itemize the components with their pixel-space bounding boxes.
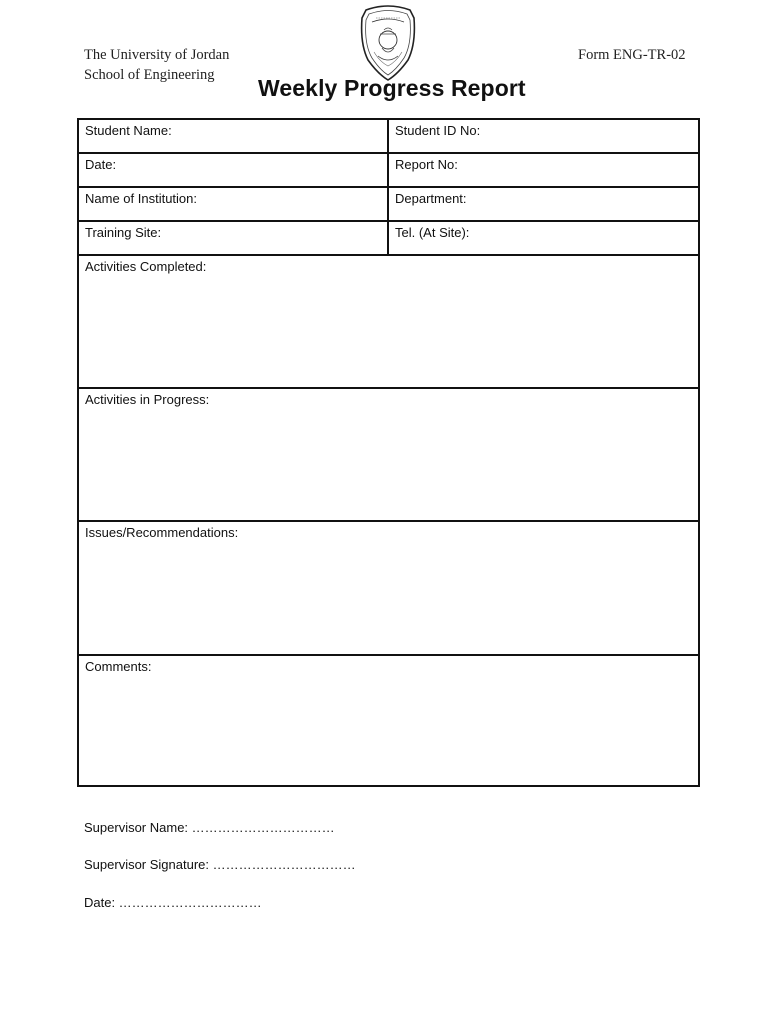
field-label: Training Site:	[85, 225, 162, 240]
school-name: School of Engineering	[84, 67, 215, 83]
activities-completed-field[interactable]	[79, 256, 698, 389]
field-label: Student ID No:	[395, 123, 481, 138]
table-row	[79, 154, 698, 188]
report-form-table	[77, 118, 700, 787]
table-row	[79, 188, 698, 222]
section-label: Comments:	[85, 659, 152, 674]
supervisor-name-line[interactable]: Supervisor Name: ……………………………	[84, 820, 335, 835]
field-label: Tel. (At Site):	[395, 225, 470, 240]
activities-in-progress-field[interactable]	[79, 389, 698, 522]
report-no-field[interactable]	[389, 154, 698, 186]
site-tel-field[interactable]	[389, 222, 698, 254]
page-title: Weekly Progress Report	[258, 75, 526, 101]
supervisor-signature-line[interactable]: Supervisor Signature: ……………………………	[84, 857, 356, 872]
university-seal-icon	[358, 4, 418, 82]
field-label: Date:	[85, 157, 117, 172]
field-label: Department:	[395, 191, 467, 206]
institution-field[interactable]	[79, 188, 389, 220]
field-label: Name of Institution:	[85, 191, 197, 206]
training-site-field[interactable]	[79, 222, 389, 254]
issues-recommendations-field[interactable]	[79, 522, 698, 656]
table-row	[79, 120, 698, 154]
student-id-field[interactable]	[389, 120, 698, 152]
student-name-field[interactable]	[79, 120, 389, 152]
field-label: Student Name:	[85, 123, 172, 138]
table-row	[79, 222, 698, 256]
section-label: Activities Completed:	[85, 259, 207, 274]
signoff-date-line[interactable]: Date: ……………………………	[84, 895, 262, 910]
date-field[interactable]	[79, 154, 389, 186]
section-label: Activities in Progress:	[85, 392, 210, 407]
university-name: The University of Jordan	[84, 47, 230, 63]
field-label: Report No:	[395, 157, 458, 172]
section-label: Issues/Recommendations:	[85, 525, 239, 540]
comments-field[interactable]	[79, 656, 698, 785]
form-code: Form ENG-TR-02	[578, 47, 686, 63]
department-field[interactable]	[389, 188, 698, 220]
